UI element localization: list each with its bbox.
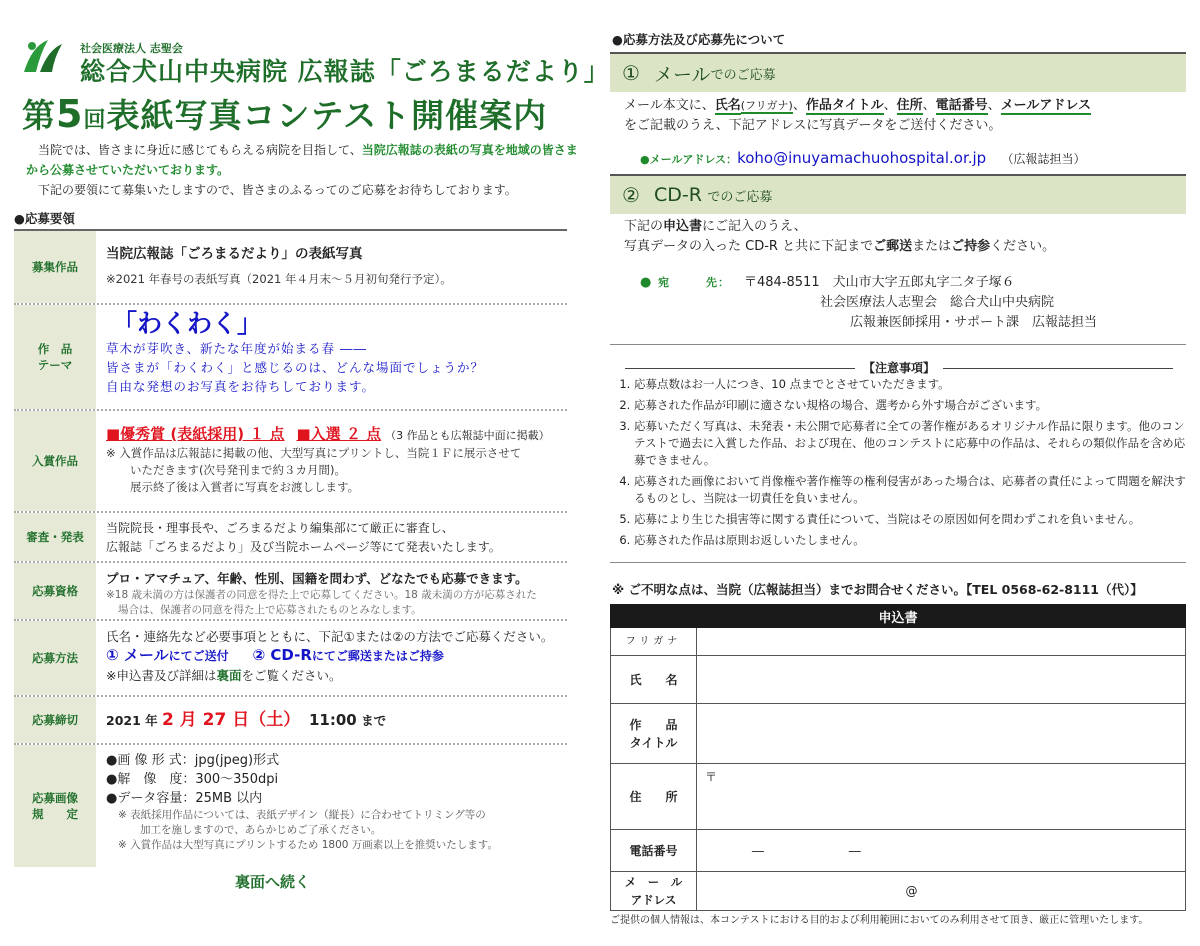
- email-line: [640, 148, 1085, 167]
- deadline-year: 2021 年: [106, 712, 158, 728]
- hospital-logo-icon: [18, 36, 66, 76]
- work-title-field[interactable]: [697, 704, 1186, 764]
- email-label: ●メールアドレス：: [640, 153, 738, 166]
- req-label: 入賞作品: [14, 411, 96, 511]
- label-line: メ ー ル: [624, 875, 683, 889]
- mail-instructions: メール本文に、氏名(フリガナ)、作品タイトル、住所、電話番号、メールアドレス をご記載のうえ、下記アドレスに写真データをご送付ください。: [624, 96, 1184, 136]
- email-address-link[interactable]: koho@inuyamachuohospital.or.jp: [737, 149, 987, 167]
- address-label: 住 所: [611, 764, 697, 830]
- section-suffix: でのご応募: [707, 189, 773, 205]
- section-title: メール: [653, 63, 711, 86]
- privacy-note: ご提供の個人情報は、本コンテストにおける目的および利用範囲においてのみ利用させて頂き、厳正に管理いたします。: [610, 915, 1149, 926]
- inquiry-text: ※ ご不明な点は、当院（広報誌担当）までお問合せください。【TEL 0568-62-8111（代）】: [612, 582, 1143, 597]
- label-line: 作 品: [629, 717, 678, 732]
- form-title: 申込書: [611, 605, 1186, 628]
- req-note: 展示終了後は入賞者に写真をお渡しします。: [130, 480, 360, 494]
- mail-ref: ご郵送: [873, 239, 913, 254]
- divider: [610, 344, 1186, 345]
- org-name: 社会医療法人 志聖会: [80, 42, 183, 55]
- bring-ref: ご持参: [951, 239, 991, 254]
- intro-text: 当院では、皆さまに身近に感じてもらえる病院を目指して、当院広報誌の表紙の写真を地域の皆さまから公募させていただいております。 下記の要領にて募集いたしますので、皆さまのふるってのご応募をお待ちしております。: [26, 143, 578, 197]
- req-row-prizes: [14, 411, 567, 513]
- req-value: 当院広報誌「ごろまるだより」の表紙写真: [106, 246, 363, 262]
- prize-note: （3 作品とも広報誌中面に掲載）: [385, 429, 550, 442]
- tel-field-1[interactable]: [697, 830, 819, 872]
- req-row-works: [14, 231, 567, 305]
- bullet: ●: [640, 275, 652, 290]
- method-cdr-suffix: にてご郵送またはご持参: [311, 649, 444, 663]
- destination: [640, 273, 1180, 333]
- form-ref: 申込書: [663, 219, 703, 234]
- req-row-theme: [14, 305, 567, 411]
- application-form: [610, 604, 1186, 911]
- divider: [610, 562, 1186, 563]
- req-note: ※18 歳未満の方は保護者の同意を得た上で応募してください。18 歳未満の方が応募された: [106, 589, 537, 601]
- section-number: ①: [622, 61, 640, 85]
- work-title-label: [611, 704, 697, 764]
- section-number: ②: [622, 183, 640, 207]
- req-label: 作 品 テーマ: [14, 305, 96, 409]
- page-title: 第5回表紙写真コンテスト開催案内: [22, 92, 548, 136]
- prize-second: ■入選 ２ 点: [296, 425, 382, 443]
- text: 下記の: [624, 219, 664, 234]
- caution-item: 5. 応募により生じた損害等に関する責任について、当院はその原因如何を問わずこれを負いません。: [634, 511, 1186, 528]
- req-note: ※ 表紙採用作品については、表紙デザイン（縦長）に合わせてトリミング等の: [118, 809, 486, 821]
- req-row-image-spec: [14, 745, 567, 867]
- req-note: いただきます(次号発刊まで約３カ月間)。: [130, 463, 346, 477]
- text: または: [912, 239, 952, 254]
- requirements-table: [14, 229, 567, 867]
- req-label: 応募資格: [14, 563, 96, 619]
- rule: [943, 368, 1173, 369]
- req-note: 加工を施しますので、あらかじめご了承ください。: [140, 824, 382, 836]
- section-suffix: でのご応募: [710, 67, 776, 83]
- text: にご記入のうえ、: [702, 219, 807, 234]
- deadline-date: 2 月 27 日（土）: [162, 709, 301, 730]
- mail-section-header: [610, 52, 1186, 92]
- dash: ―: [751, 843, 764, 858]
- req-value: プロ・アマチュア、年齢、性別、国籍を問わず、どなたでも応募できます。: [106, 571, 528, 586]
- theme-line: 自由な発想のお写真をお待ちしております。: [106, 379, 376, 394]
- caution-item: 6. 応募された作品は原則お返しいたしません。: [634, 532, 1186, 549]
- text: メール本文に、: [624, 98, 715, 113]
- spec-line: ●解 像 度：300～350dpi: [106, 772, 279, 787]
- back-side-link: 裏面: [216, 668, 242, 683]
- text: ください。: [990, 239, 1056, 254]
- requirements-heading: ●応募要領: [14, 211, 75, 226]
- email-note: （広報誌担当）: [1001, 152, 1086, 166]
- email-form-label: [611, 872, 697, 911]
- req-note: ※ 入賞作品は広報誌に掲載の他、大型写真にプリントし、当院１Ｆに展示させて: [106, 446, 522, 460]
- caution-item: 1. 応募点数はお一人につき、10 点までとさせていただきます。: [634, 376, 1186, 393]
- spec-line: ●データ容量：25MB 以内: [106, 791, 263, 806]
- spec-line: ●画 像 形 式：jpg(jpeg)形式: [106, 753, 280, 768]
- method-mail: ① メール: [106, 646, 169, 664]
- theme-line: 皆さまが「わくわく」と感じるのは、どんな場面でしょうか？: [106, 360, 485, 375]
- caution-title: 【注意事項】: [862, 361, 935, 375]
- req-value: 当院院長・理事長や、ごろまるだより編集部にて厳正に審査し、: [106, 521, 454, 535]
- req-row-deadline: [14, 697, 567, 745]
- method-cdr: ② CD-R: [252, 646, 312, 664]
- caution-item: 4. 応募された画像において肖像権や著作権等の権利侵害があった場合は、応募者の責任によって問題を解決するものとし、当院は一切責任を負いません。: [634, 473, 1186, 507]
- dest-address: 〒484-8511 犬山市大字五郎丸字二タ子塚６: [744, 275, 1015, 290]
- caution-heading: [612, 359, 1186, 376]
- address-field[interactable]: [697, 764, 1186, 830]
- field-address: 住所: [896, 98, 923, 113]
- apply-heading: ●応募方法及び応募先について: [612, 32, 786, 47]
- req-value: 広報誌「ごろまるだより」及び当院ホームページ等にて発表いたします。: [106, 540, 501, 554]
- theme-title: 「わくわく」: [112, 309, 263, 338]
- req-label: 募集作品: [14, 231, 96, 303]
- deadline-suffix: まで: [361, 712, 387, 728]
- deadline-time: 11:00: [308, 710, 357, 729]
- furigana-label: フリガナ: [611, 628, 697, 656]
- dash: ―: [848, 843, 861, 858]
- req-row-judging: [14, 513, 567, 563]
- label-line: アドレス: [630, 893, 677, 907]
- text: をご記載のうえ、下記アドレスに写真データをご送付ください。: [624, 118, 1002, 133]
- req-label: 応募締切: [14, 697, 96, 743]
- at-mark: @: [905, 884, 918, 898]
- field-furigana: (フリガナ): [740, 99, 793, 112]
- dest-dept: 広報兼医師採用・サポート課 広報誌担当: [850, 315, 1098, 330]
- name-label: 氏 名: [611, 656, 697, 704]
- field-title: 作品タイトル: [805, 98, 884, 113]
- req-label: 応募方法: [14, 621, 96, 695]
- postal-mark: 〒: [705, 770, 718, 784]
- caution-item: 2. 応募された作品が印刷に適さない規格の場合、選考から外す場合がございます。: [634, 397, 1186, 414]
- name-field[interactable]: [697, 656, 1186, 704]
- section-title: CD-R: [653, 184, 702, 206]
- req-value: 氏名・連絡先など必要事項とともに、下記①または②の方法でご応募ください。: [106, 629, 554, 644]
- dest-label: 宛 先：: [658, 276, 730, 289]
- field-name: 氏名: [714, 98, 741, 113]
- theme-line: 草木が芽吹き、新たな年度が始まる春 ――: [106, 341, 367, 356]
- cdr-section-header: [610, 174, 1186, 214]
- text: 写真データの入った CD-R と共に下記まで: [624, 239, 874, 254]
- furigana-field[interactable]: [697, 628, 1186, 656]
- prize-top: ■優秀賞 (表紙採用) １ 点: [106, 425, 285, 443]
- req-value: をご覧ください。: [241, 668, 342, 683]
- req-label: 審査・発表: [14, 513, 96, 561]
- req-label: 応募画像 規 定: [14, 745, 96, 867]
- req-note: ※2021 年春号の表紙写真（2021 年４月末～５月初旬発行予定）。: [106, 272, 452, 286]
- req-row-method: [14, 621, 567, 697]
- tel-label: 電話番号: [611, 830, 697, 872]
- req-note: 場合は、保護者の同意を得た上で応募されたものとみなします。: [118, 604, 422, 616]
- continue-label: 裏面へ続く: [235, 873, 311, 891]
- field-email: メールアドレス: [1000, 98, 1092, 113]
- caution-item: 3. 応募いただく写真は、未発表・未公開で応募者に全ての著作権があるオリジナル作品に限ります。他のコンテストで過去に入賞した作品、および現在、他のコンテストに応募中の作品は、それらの類似作品を含め応募できません。: [634, 418, 1186, 469]
- hospital-magazine-title: 総合犬山中央病院 広報誌「ごろまるだより」: [80, 57, 610, 86]
- email-form-field[interactable]: [697, 872, 1186, 911]
- caution-list: [616, 376, 1186, 553]
- cdr-instructions: [624, 217, 1184, 257]
- tel-field-2[interactable]: [819, 830, 1186, 872]
- rule: [625, 368, 855, 369]
- field-phone: 電話番号: [935, 98, 988, 113]
- method-mail-suffix: にてご送付: [168, 649, 229, 663]
- dest-org: 社会医療法人志聖会 総合犬山中央病院: [820, 295, 1055, 310]
- req-note: ※ 入賞作品は大型写真にプリントするため 1800 万画素以上を推奨いたします。: [118, 839, 498, 851]
- label-line: タイトル: [629, 735, 678, 750]
- req-value: ※申込書及び詳細は: [106, 668, 217, 683]
- req-row-eligibility: [14, 563, 567, 621]
